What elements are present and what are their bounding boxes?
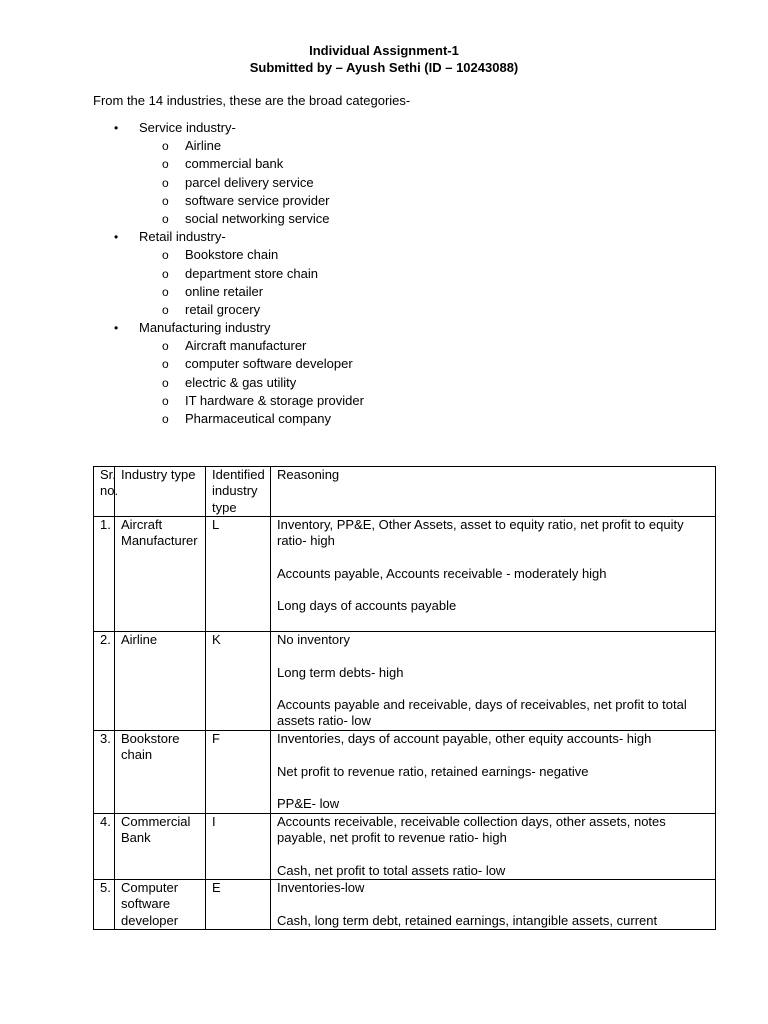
table-row [94, 731, 716, 814]
sub-item [0, 246, 768, 264]
reasoning-paragraph: Accounts receivable, receivable collection days, other assets, notes payable, net profit to revenue ratio- high [277, 814, 666, 846]
sub-item-label: social networking service [185, 210, 330, 226]
table-row [94, 517, 716, 632]
reasoning-paragraph: Cash, net profit to total assets ratio- low [277, 862, 506, 878]
category-label: Manufacturing industry [139, 320, 271, 336]
cell-industry-type: Commercial Bank [115, 814, 206, 880]
table-row [94, 814, 716, 880]
sub-item [0, 410, 768, 428]
category-item [0, 319, 768, 337]
industry-table [93, 466, 716, 930]
reasoning-paragraph: PP&E- low [277, 796, 340, 812]
category-list [0, 119, 768, 428]
sub-item [0, 392, 768, 410]
category-label: Service industry- [139, 120, 236, 135]
paragraph-gap [277, 847, 709, 863]
reasoning-paragraph: Inventories-low [277, 880, 365, 896]
paragraph-gap [277, 747, 709, 763]
sub-bullet-icon: o [162, 211, 169, 226]
cell-sr-no: 3. [94, 731, 115, 814]
sub-bullet-icon: o [162, 157, 169, 172]
header-reasoning: Reasoning [271, 467, 716, 517]
cell-identified-type: I [206, 814, 271, 880]
sub-bullet-icon: o [162, 357, 169, 372]
sub-bullet-icon: o [162, 193, 169, 208]
sub-item [0, 355, 768, 373]
reasoning-paragraph: Accounts payable, Accounts receivable - moderately high [277, 565, 607, 581]
reasoning-paragraph: Net profit to revenue ratio, retained earnings- negative [277, 763, 589, 779]
cell-reasoning [271, 880, 716, 930]
reasoning-paragraph: Cash, long term debt, retained earnings, intangible assets, current [277, 912, 658, 928]
sub-item-label: retail grocery [185, 301, 261, 317]
sub-item-label: commercial bank [185, 156, 284, 172]
sub-bullet-icon: o [162, 375, 169, 390]
sub-item [0, 210, 768, 228]
table-body [94, 517, 716, 930]
reasoning-paragraph: Accounts payable and receivable, days of receivables, net profit to total assets ratio- low [277, 697, 687, 729]
paragraph-gap [277, 550, 709, 566]
cell-industry-type: Computer software developer [115, 880, 206, 930]
submitted-by: Submitted by – Ayush Sethi (ID – 10243088) [249, 60, 519, 75]
table-header-row [94, 467, 716, 517]
sub-item-label: electric & gas utility [185, 374, 297, 390]
cell-reasoning [271, 814, 716, 880]
sub-bullet-icon: o [162, 302, 169, 317]
document-title: Individual Assignment-1 [309, 43, 459, 58]
category-item [0, 228, 768, 246]
cell-industry-type: Aircraft Manufacturer [115, 517, 206, 632]
sub-item [0, 192, 768, 210]
bullet-icon: • [114, 321, 119, 336]
header-identified-type: Identified industry type [206, 467, 271, 517]
intro-text: From the 14 industries, these are the broad categories- [93, 93, 411, 108]
sub-bullet-icon: o [162, 412, 169, 426]
reasoning-paragraph: No inventory [277, 632, 350, 647]
cell-sr-no: 2. [94, 632, 115, 731]
table-row [94, 632, 716, 731]
sub-item [0, 137, 768, 155]
cell-sr-no: 5. [94, 880, 115, 930]
sub-bullet-icon: o [162, 139, 169, 154]
cell-reasoning [271, 517, 716, 632]
sub-bullet-icon: o [162, 266, 169, 281]
sub-item [0, 301, 768, 319]
sub-item [0, 174, 768, 192]
bullet-icon: • [114, 121, 119, 135]
sub-item-label: Bookstore chain [185, 247, 279, 263]
paragraph-gap [277, 780, 709, 796]
paragraph-gap [277, 582, 709, 598]
sub-item-label: Aircraft manufacturer [185, 338, 307, 354]
sub-item-label: Pharmaceutical company [185, 411, 331, 426]
cell-sr-no: 1. [94, 517, 115, 632]
sub-item [0, 265, 768, 283]
sub-bullet-icon: o [162, 339, 169, 354]
bullet-icon: • [114, 230, 119, 245]
table-row [94, 880, 716, 930]
sub-item-label: department store chain [185, 265, 318, 281]
sub-item-label: Airline [185, 138, 222, 154]
sub-item-label: parcel delivery service [185, 174, 314, 190]
reasoning-paragraph: Long days of accounts payable [277, 598, 457, 614]
sub-item-label: IT hardware & storage provider [185, 392, 364, 408]
sub-item [0, 337, 768, 355]
paragraph-gap [277, 648, 709, 664]
cell-identified-type: L [206, 517, 271, 632]
header-sr-no: Sr. no. [94, 467, 115, 517]
cell-identified-type: F [206, 731, 271, 814]
sub-item-label: software service provider [185, 192, 330, 208]
reasoning-paragraph: Long term debts- high [277, 664, 404, 680]
category-item [0, 119, 768, 137]
cell-industry-type: Bookstore chain [115, 731, 206, 814]
paragraph-gap [277, 896, 709, 912]
sub-bullet-icon: o [162, 393, 169, 408]
cell-industry-type: Airline [115, 632, 206, 731]
sub-bullet-icon: o [162, 248, 169, 263]
paragraph-gap [277, 681, 709, 697]
sub-item [0, 374, 768, 392]
header-industry-type: Industry type [115, 467, 206, 517]
title-block [0, 42, 768, 76]
sub-item-label: computer software developer [185, 356, 353, 372]
sub-item [0, 155, 768, 173]
sub-item-label: online retailer [185, 283, 264, 299]
sub-bullet-icon: o [162, 284, 169, 299]
cell-identified-type: E [206, 880, 271, 930]
reasoning-paragraph: Inventory, PP&E, Other Assets, asset to equity ratio, net profit to equity ratio- high [277, 517, 684, 549]
cell-sr-no: 4. [94, 814, 115, 880]
cell-identified-type: K [206, 632, 271, 731]
reasoning-paragraph: Inventories, days of account payable, other equity accounts- high [277, 731, 652, 746]
cell-reasoning [271, 731, 716, 814]
cell-reasoning [271, 632, 716, 731]
sub-bullet-icon: o [162, 175, 169, 190]
category-label: Retail industry- [139, 229, 226, 245]
sub-item [0, 283, 768, 301]
